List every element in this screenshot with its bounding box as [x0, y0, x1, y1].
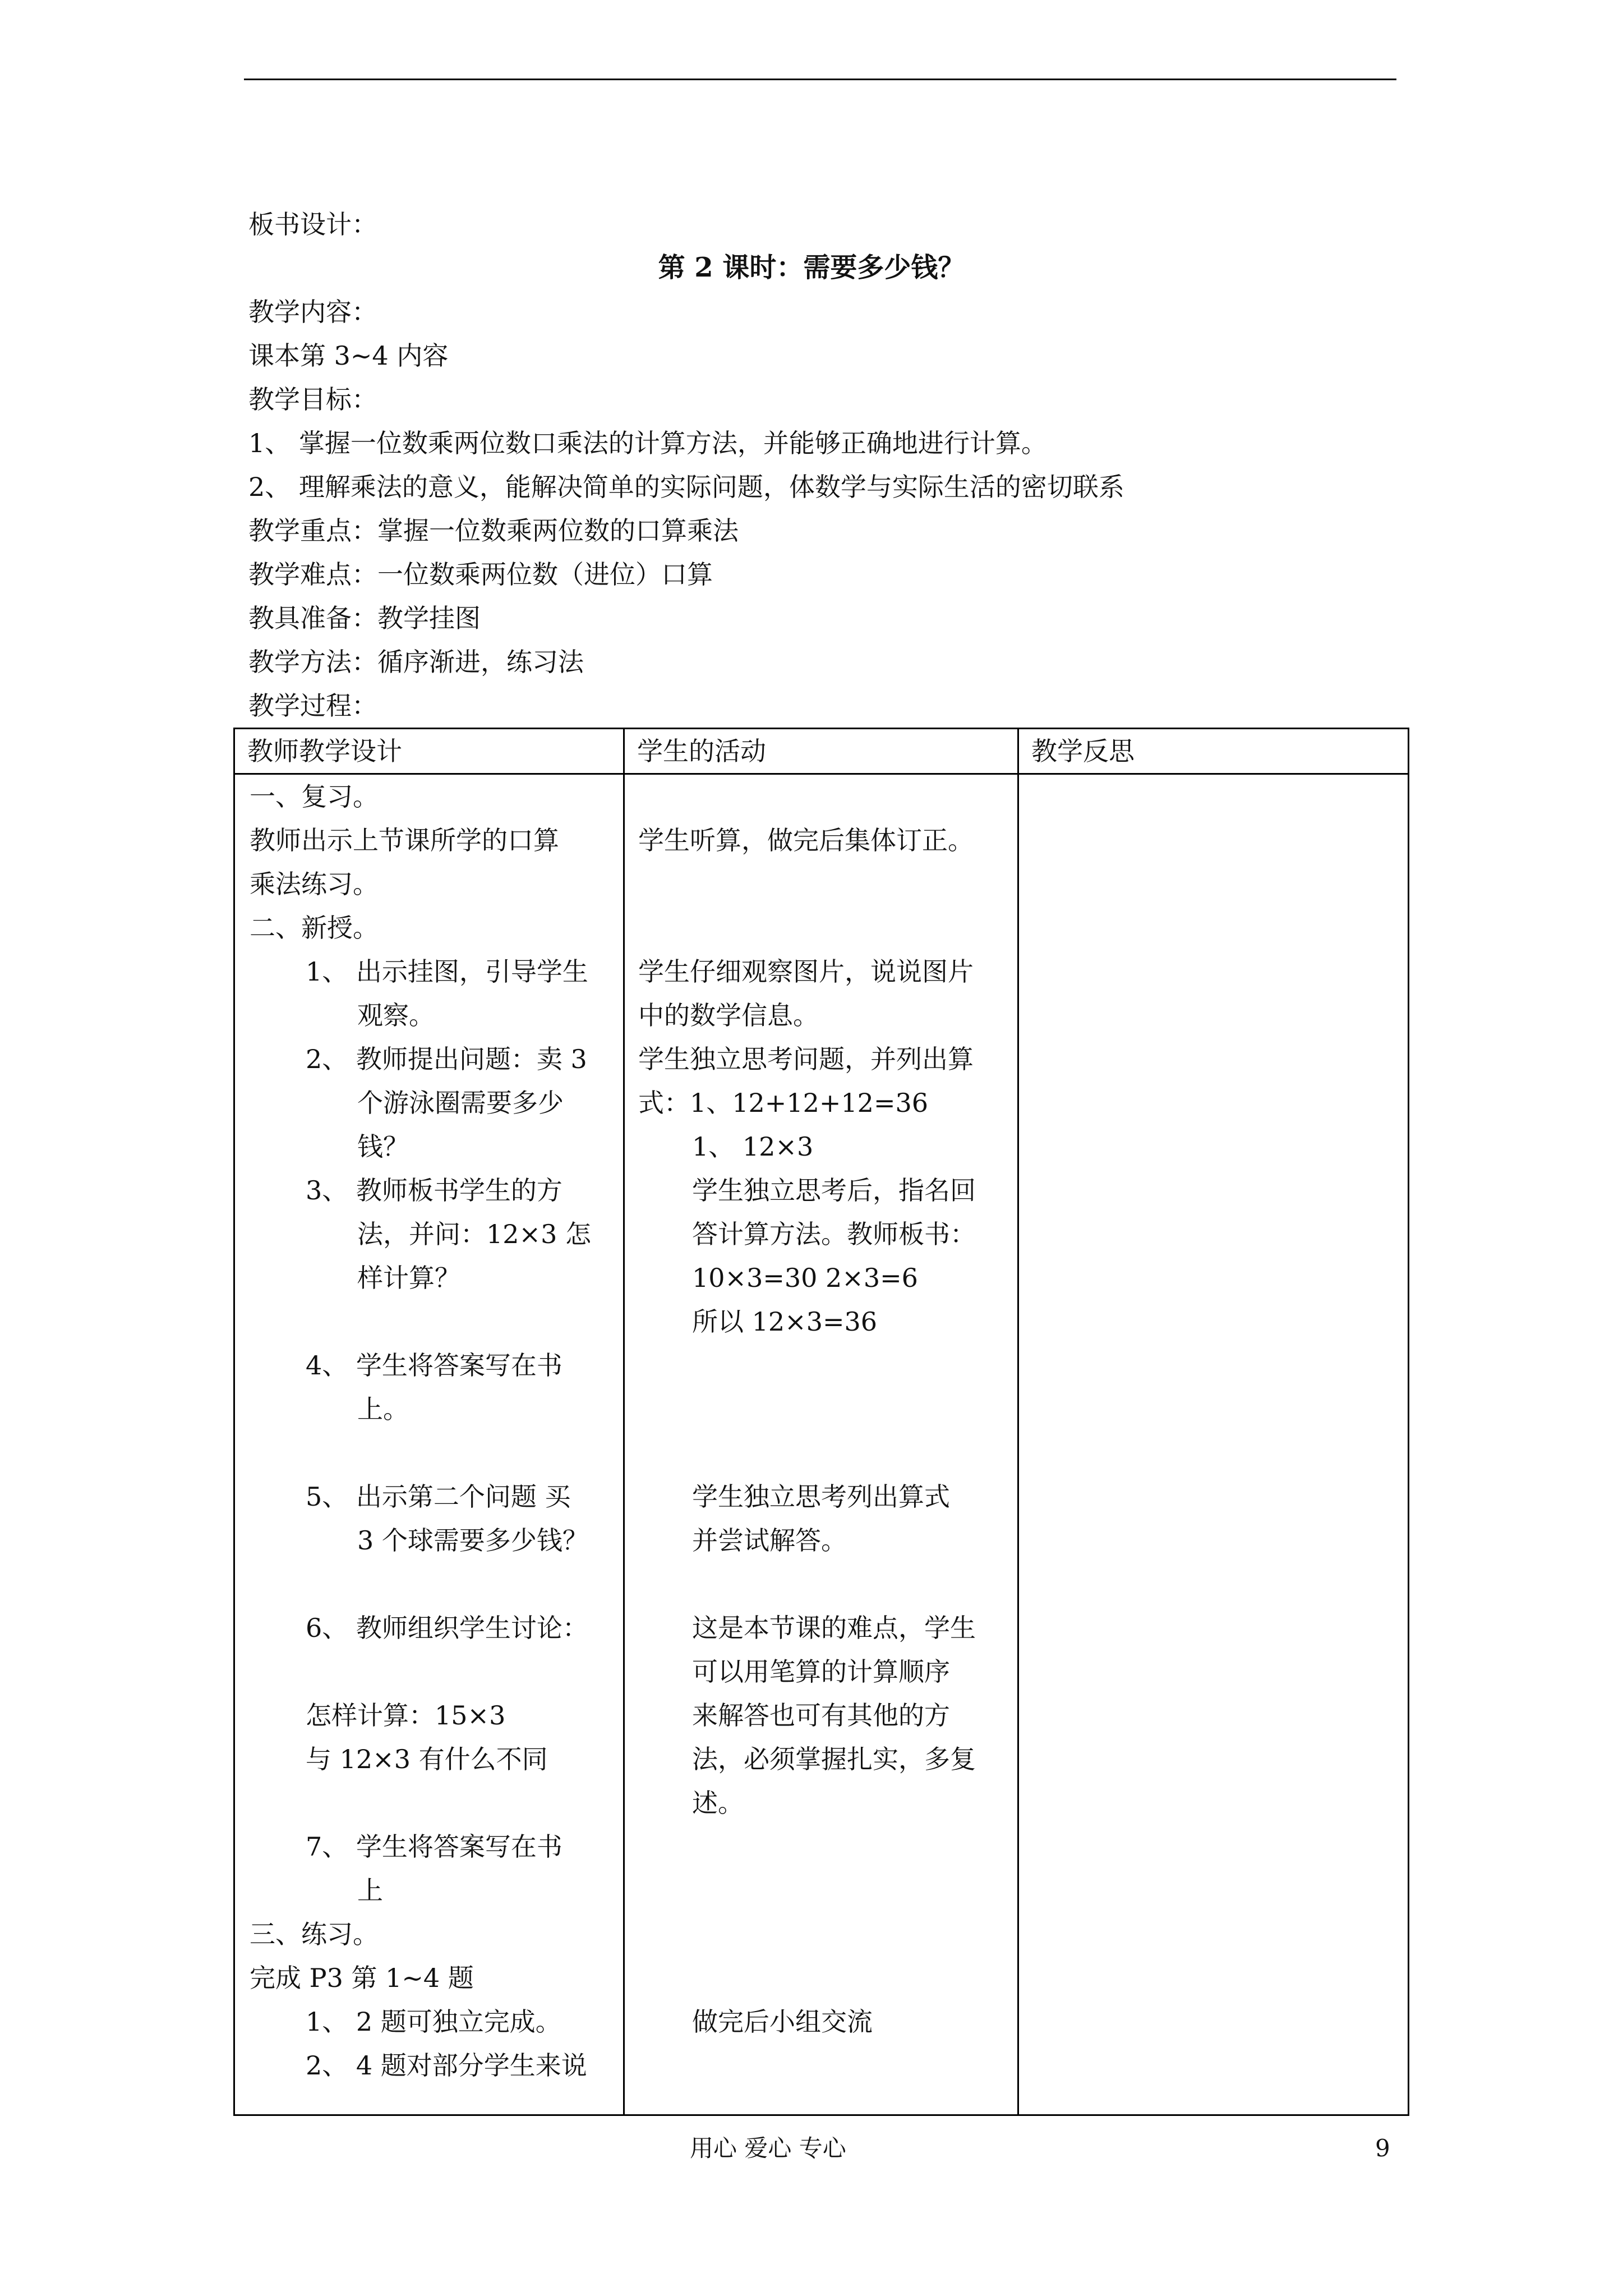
header-reflection: 教学反思: [1018, 729, 1409, 774]
student-line: 法，必须掌握扎实，多复: [692, 1744, 976, 1774]
teacher-line: 3、 教师板书学生的方: [306, 1175, 562, 1205]
teacher-line: 与 12×3 有什么不同: [306, 1744, 548, 1774]
teacher-line: 样计算？: [357, 1263, 460, 1293]
info-line: 教学过程：: [248, 691, 377, 721]
teacher-line: 钱？: [357, 1131, 409, 1162]
student-line: 并尝试解答。: [692, 1525, 847, 1556]
header-student-activity: 学生的活动: [624, 729, 1018, 774]
teacher-line: 个游泳圈需要多少: [357, 1088, 564, 1118]
info-line: 1、 掌握一位数乘两位数口乘法的计算方法，并能够正确地进行计算。: [248, 428, 1047, 458]
teacher-line: 一、复习。: [250, 781, 379, 812]
teacher-line: 观察。: [357, 1000, 435, 1030]
student-line: 式：1、12+12+12=36: [638, 1088, 929, 1118]
teacher-line: 2、 4 题对部分学生来说: [306, 2050, 587, 2081]
teacher-line: 乘法练习。: [250, 869, 379, 899]
info-line: 教学目标：: [248, 384, 377, 415]
student-line: 学生听算，做完后集体订正。: [638, 825, 974, 855]
student-line: 答计算方法。教师板书：: [692, 1219, 976, 1249]
teacher-line: 上: [357, 1875, 383, 1906]
reflection-cell: [1018, 774, 1409, 2115]
table-header-row: [234, 729, 1409, 774]
info-line: 2、 理解乘法的意义，能解决简单的实际问题，体数学与实际生活的密切联系: [248, 472, 1124, 502]
info-line: 课本第 3~4 内容: [248, 341, 449, 371]
teacher-line: 上。: [357, 1394, 409, 1424]
info-line: 教学方法：循序渐进，练习法: [248, 647, 584, 677]
student-line: 10×3=30 2×3=6: [692, 1263, 918, 1293]
student-line: 述。: [692, 1788, 744, 1818]
student-line: 所以 12×3=36: [692, 1306, 878, 1337]
info-line: 教具准备：教学挂图: [248, 603, 481, 633]
info-line: 教学重点：掌握一位数乘两位数的口算乘法: [248, 516, 739, 546]
student-line: 学生独立思考问题，并列出算: [638, 1044, 974, 1074]
teacher-line: 5、 出示第二个问题 买: [306, 1481, 571, 1512]
student-line: 学生独立思考列出算式: [692, 1481, 950, 1512]
lesson-title: 第 2 课时：需要多少钱？: [658, 252, 965, 283]
footer-slogan: 用心 爱心 专心: [690, 2134, 846, 2162]
teacher-line: 7、 学生将答案写在书: [306, 1832, 562, 1862]
student-activity-cell: [624, 774, 1018, 2115]
student-line: 中的数学信息。: [638, 1000, 819, 1030]
teacher-line: 1、 2 题可独立完成。: [306, 2007, 561, 2037]
teacher-line: 怎样计算：15×3: [306, 1700, 506, 1731]
header-teacher-design: 教师教学设计: [234, 729, 624, 774]
teacher-line: 1、 出示挂图，引导学生: [306, 956, 588, 987]
table-body-row: [234, 774, 1409, 2115]
info-line: 教学内容：: [248, 297, 377, 327]
header-rule: [244, 79, 1396, 80]
student-line: 学生独立思考后，指名回: [692, 1175, 976, 1205]
teacher-line: 4、 学生将答案写在书: [306, 1350, 562, 1381]
student-line: 做完后小组交流: [692, 2007, 873, 2037]
teacher-line: 二、新授。: [250, 913, 379, 943]
student-line: 这是本节课的难点，学生: [692, 1613, 976, 1643]
teacher-line: 法，并问：12×3 怎: [357, 1219, 591, 1249]
teacher-line: 3 个球需要多少钱？: [357, 1525, 588, 1556]
page-number: 9: [1375, 2134, 1390, 2162]
student-line: 可以用笔算的计算顺序: [692, 1657, 950, 1687]
teacher-line: 教师出示上节课所学的口算: [250, 825, 559, 855]
teacher-line: 2、 教师提出问题：卖 3: [306, 1044, 587, 1074]
info-line: 教学难点：一位数乘两位数（进位）口算: [248, 559, 713, 590]
student-line: 学生仔细观察图片，说说图片: [638, 956, 974, 987]
board-design-heading: 板书设计：: [248, 209, 377, 240]
teacher-line: 三、练习。: [250, 1919, 379, 1949]
teacher-design-cell: [234, 774, 624, 2115]
teacher-line: 6、 教师组织学生讨论：: [306, 1613, 588, 1643]
student-line: 1、 12×3: [692, 1131, 814, 1162]
teaching-process-table: [233, 728, 1409, 2116]
student-line: 来解答也可有其他的方: [692, 1700, 950, 1731]
teacher-line: 完成 P3 第 1~4 题: [250, 1963, 474, 1993]
